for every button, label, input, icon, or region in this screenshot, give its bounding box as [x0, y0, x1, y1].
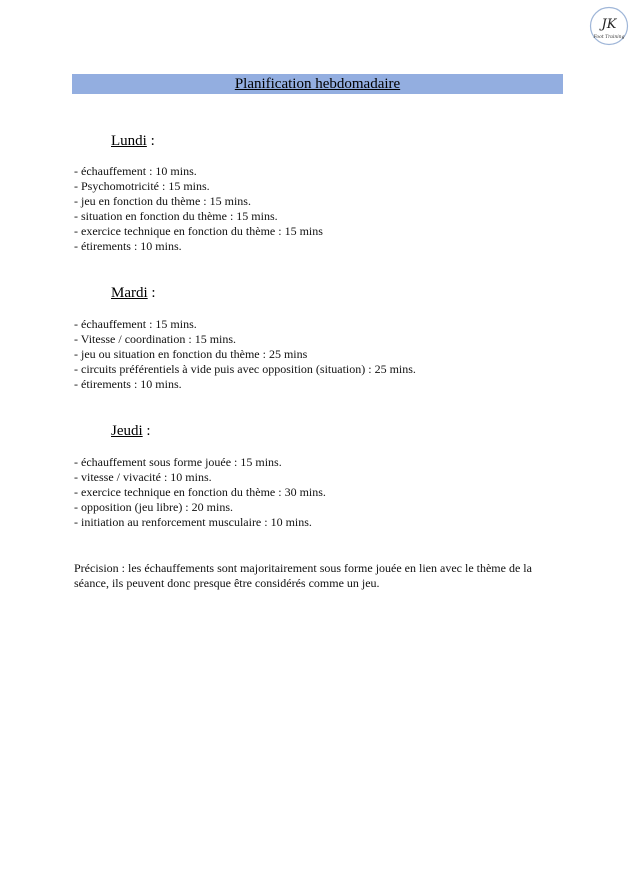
- page-title: Planification hebdomadaire: [234, 76, 401, 92]
- title-bar: [72, 74, 563, 94]
- list-item: - Psychomotricité : 15 mins.: [74, 179, 210, 193]
- list-item: - opposition (jeu libre) : 20 mins.: [74, 500, 233, 514]
- list-item: - échauffement sous forme jouée : 15 mins.: [74, 455, 282, 469]
- list-item: - Vitesse / coordination : 15 mins.: [74, 332, 237, 346]
- list-item: - jeu en fonction du thème : 15 mins.: [74, 194, 251, 208]
- list-item: - circuits préférentiels à vide puis avec opposition (situation) : 25 mins.: [74, 362, 416, 376]
- list-item: - échauffement : 10 mins.: [74, 164, 197, 178]
- day-suffix: :: [142, 423, 151, 439]
- day-name: Mardi: [111, 285, 148, 301]
- logo-letters: JK: [601, 17, 617, 32]
- day-heading-jeudi: [111, 422, 151, 440]
- logo-caption: Foot Training: [593, 35, 625, 40]
- day-heading-lundi: [111, 132, 155, 150]
- list-item: - jeu ou situation en fonction du thème : 25 mins: [74, 347, 308, 361]
- list-item: - vitesse / vivacité : 10 mins.: [74, 470, 212, 484]
- list-item: - exercice technique en fonction du thème : 15 mins: [74, 224, 323, 238]
- list-item: - étirements : 10 mins.: [74, 377, 182, 391]
- list-item: - situation en fonction du thème : 15 mins.: [74, 209, 278, 223]
- day-heading-mardi: [111, 284, 156, 302]
- day-list-jeudi: [74, 455, 326, 530]
- day-suffix: :: [147, 285, 156, 301]
- day-name: Lundi: [111, 133, 147, 149]
- list-item: - initiation au renforcement musculaire : 10 mins.: [74, 515, 312, 529]
- day-list-lundi: [74, 164, 323, 254]
- day-suffix: :: [146, 133, 155, 149]
- list-item: - échauffement : 15 mins.: [74, 317, 197, 331]
- list-item: - étirements : 10 mins.: [74, 239, 182, 253]
- list-item: - exercice technique en fonction du thème : 30 mins.: [74, 485, 326, 499]
- day-list-mardi: [74, 317, 416, 392]
- logo-icon: [589, 6, 629, 46]
- day-name: Jeudi: [111, 423, 143, 439]
- note-paragraph: Précision : les échauffements sont majoritairement sous forme jouée en lien avec le thème de la séance, ils peuvent donc presque être considérés comme un jeu.: [74, 561, 532, 590]
